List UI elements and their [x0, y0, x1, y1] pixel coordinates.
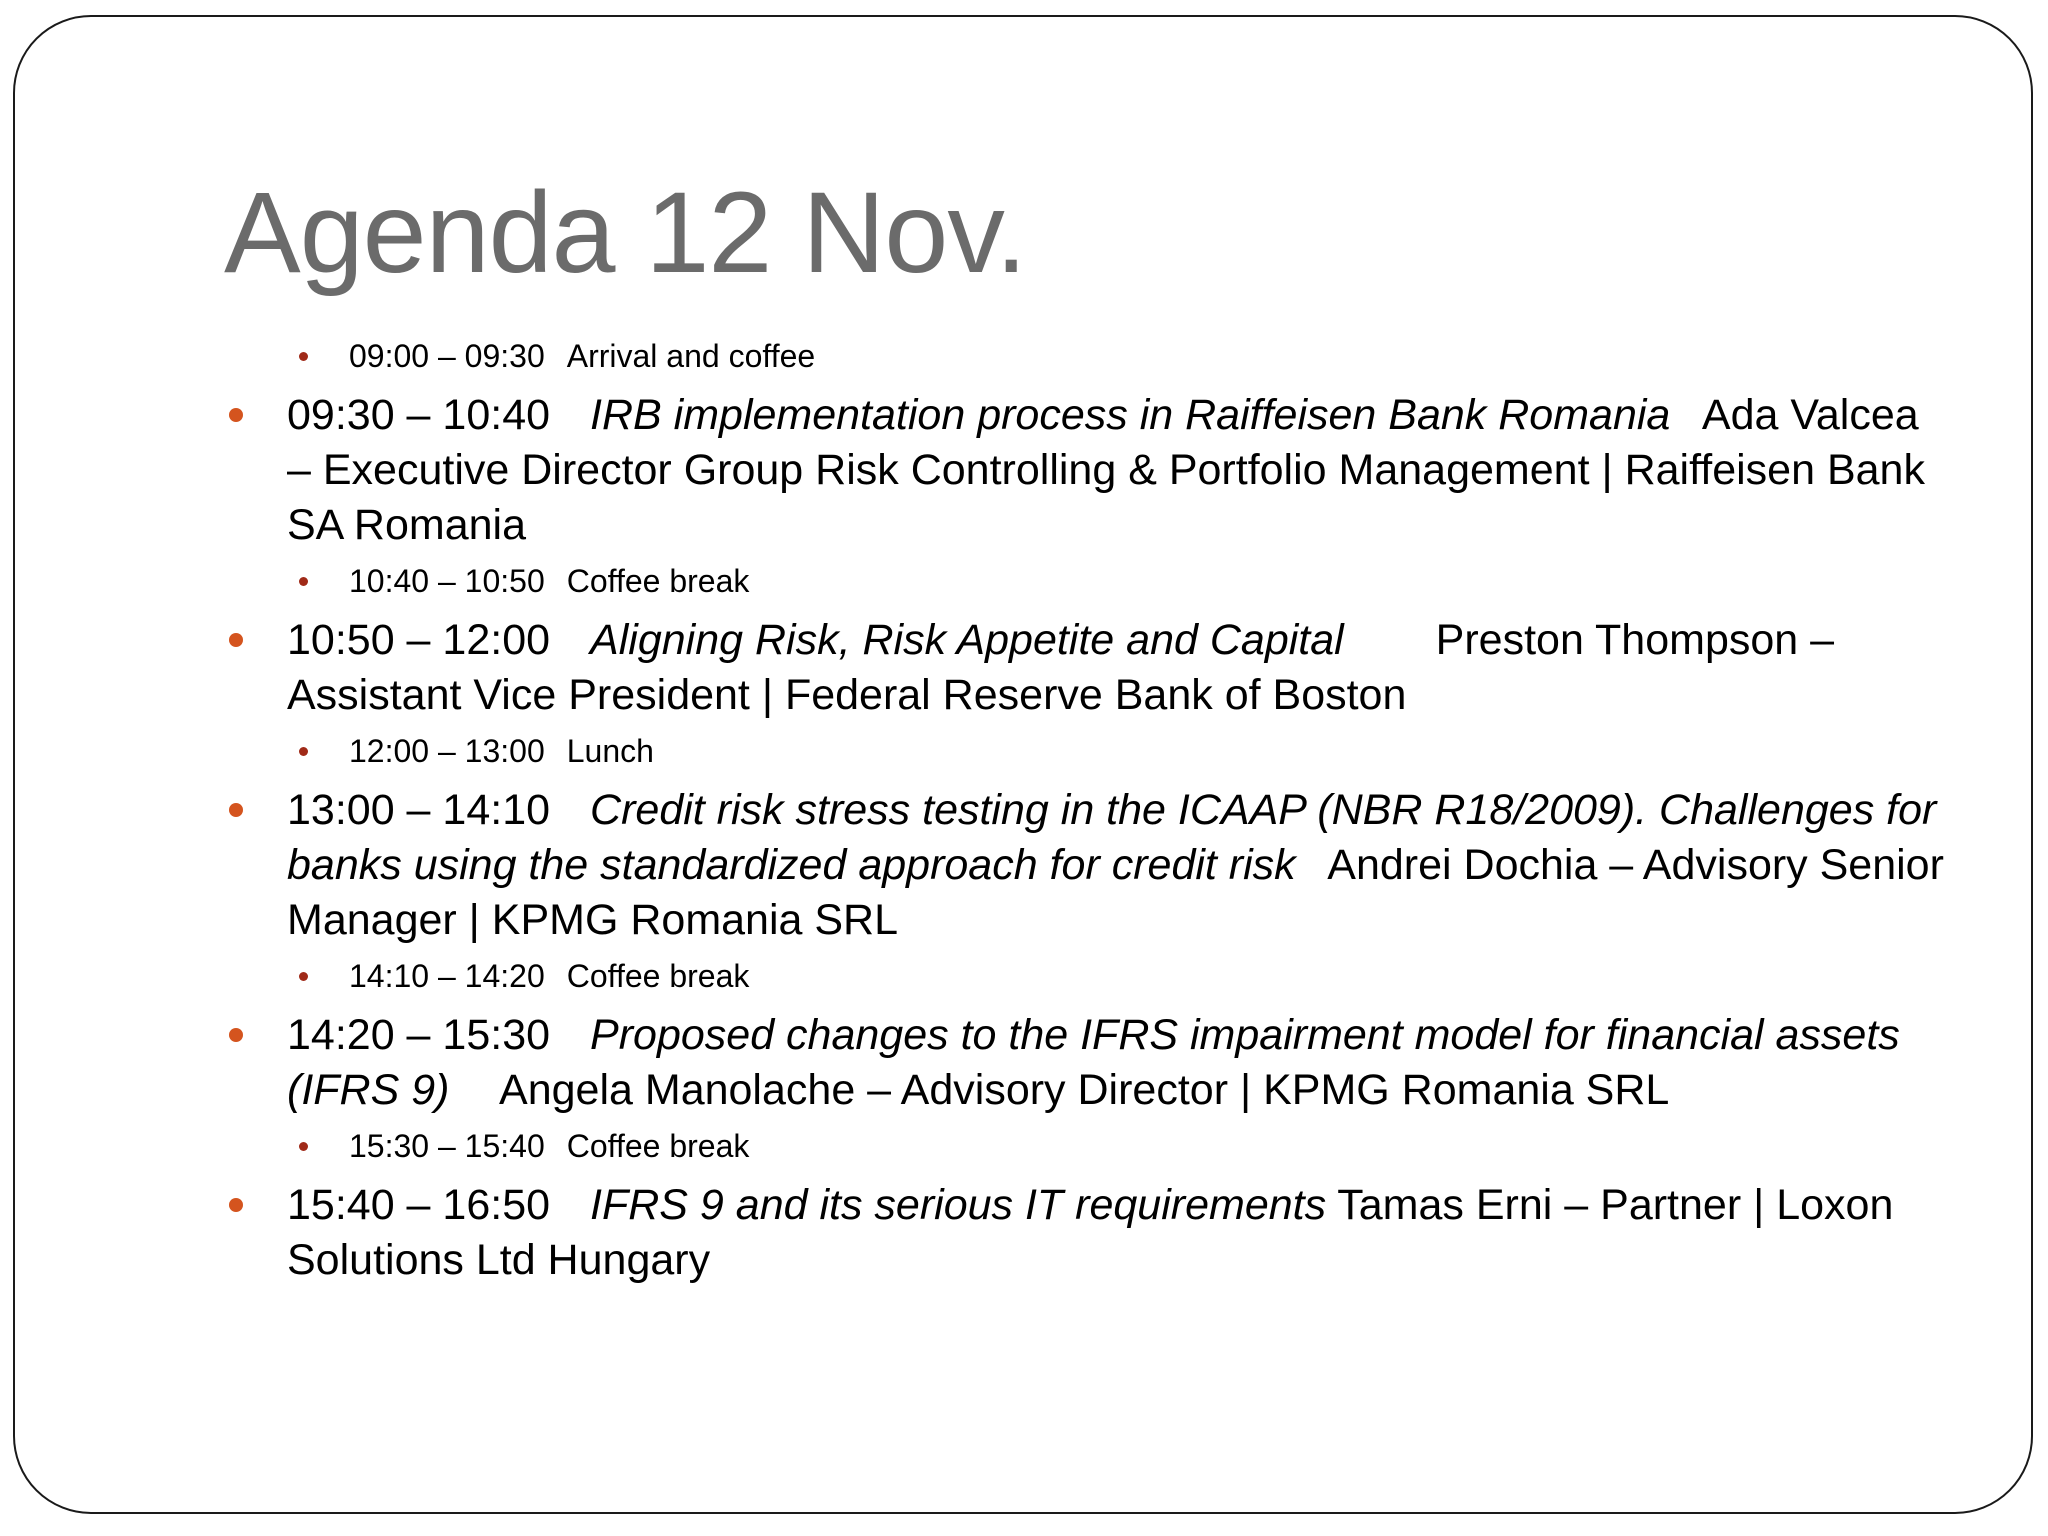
bullet-dot-icon: [229, 1198, 243, 1212]
agenda-label: Arrival and coffee: [566, 338, 816, 374]
agenda-label: Coffee break: [566, 958, 750, 994]
agenda-item-session-5: [225, 1178, 1945, 1288]
agenda-time: 14:20 – 15:30: [287, 1011, 551, 1059]
agenda-time: 09:00 – 09:30: [349, 338, 545, 374]
bullet-dot-icon: [229, 408, 243, 422]
agenda-item-session-4: [225, 1008, 1945, 1118]
session-topic: IFRS 9 and its serious IT requirements: [590, 1181, 1327, 1229]
agenda-time: 12:00 – 13:00: [349, 733, 545, 769]
session-topic: Aligning Risk, Risk Appetite and Capital: [590, 616, 1344, 664]
agenda-time: 10:40 – 10:50: [349, 563, 545, 599]
session-speaker: Andrei Dochia – Advisory Senior Manager | KPMG Romania SRL: [287, 841, 1944, 944]
agenda-time: 15:30 – 15:40: [349, 1128, 545, 1164]
agenda-item-coffee-break-3: [225, 1124, 1945, 1168]
session-topic: Credit risk stress testing in the ICAAP (NBR R18/2009). Challenges for banks using the standardized approach for credit risk: [287, 786, 1937, 889]
agenda-time: 14:10 – 14:20: [349, 958, 545, 994]
agenda-time: 13:00 – 14:10: [287, 786, 551, 834]
bullet-dot-icon: [299, 577, 308, 586]
bullet-dot-icon: [229, 803, 243, 817]
agenda-item-lunch: [225, 729, 1945, 773]
session-speaker: Preston Thompson – Assistant Vice President | Federal Reserve Bank of Boston: [287, 616, 1835, 719]
agenda-time: 15:40 – 16:50: [287, 1181, 551, 1229]
session-speaker: Ada Valcea – Executive Director Group Risk Controlling & Portfolio Management | Raiffeisen Bank SA Romania: [287, 391, 1925, 549]
agenda-item-coffee-break-1: [225, 559, 1945, 603]
bullet-dot-icon: [299, 1142, 308, 1151]
session-speaker: Angela Manolache – Advisory Director | KPMG Romania SRL: [499, 1066, 1670, 1114]
session-topic: IRB implementation process in Raiffeisen Bank Romania: [590, 391, 1671, 439]
agenda-item-session-2: [225, 613, 1945, 723]
bullet-dot-icon: [229, 1028, 243, 1042]
agenda-item-arrival: [225, 334, 1945, 378]
session-speaker: Tamas Erni – Partner | Loxon Solutions Ltd Hungary: [287, 1181, 1894, 1284]
agenda-label: Coffee break: [566, 563, 750, 599]
bullet-dot-icon: [299, 747, 308, 756]
bullet-dot-icon: [229, 633, 243, 647]
agenda-item-coffee-break-2: [225, 954, 1945, 998]
agenda-list: [225, 334, 1945, 1294]
bullet-dot-icon: [299, 352, 308, 361]
agenda-item-session-1: [225, 388, 1945, 553]
agenda-item-session-3: [225, 783, 1945, 948]
agenda-time: 09:30 – 10:40: [287, 391, 551, 439]
slide-title: Agenda 12 Nov.: [224, 169, 1027, 297]
agenda-label: Lunch: [566, 733, 654, 769]
session-topic: Proposed changes to the IFRS impairment model for financial assets (IFRS 9): [287, 1011, 1900, 1114]
agenda-label: Coffee break: [566, 1128, 750, 1164]
agenda-time: 10:50 – 12:00: [287, 616, 551, 664]
bullet-dot-icon: [299, 972, 308, 981]
